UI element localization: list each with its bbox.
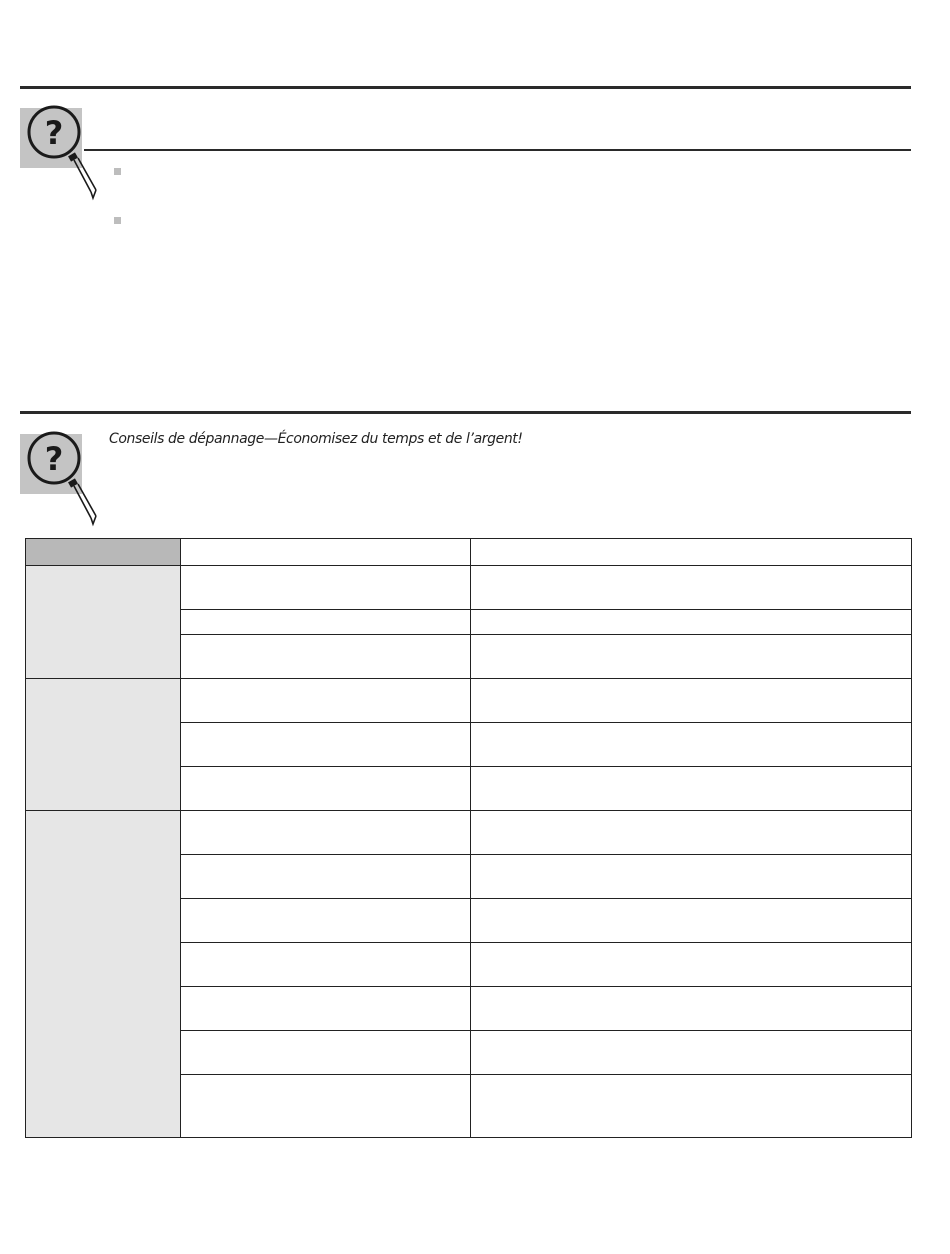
header-cause-cell — [181, 539, 471, 566]
solution-cell — [471, 855, 912, 899]
solution-cell — [471, 1031, 912, 1075]
solution-cell — [471, 679, 912, 723]
magnifier-question-icon — [20, 430, 104, 530]
solution-cell — [471, 566, 912, 610]
magnifier-question-icon — [20, 104, 104, 204]
table-row — [26, 811, 912, 855]
list-bullet — [114, 168, 121, 175]
svg-text:?: ? — [44, 114, 64, 152]
solution-cell — [471, 723, 912, 767]
solution-cell — [471, 767, 912, 811]
cause-cell — [181, 943, 471, 987]
heading-underline — [84, 149, 911, 151]
problem-cell — [26, 679, 181, 811]
cause-cell — [181, 679, 471, 723]
list-bullet — [114, 217, 121, 224]
table-row — [26, 679, 912, 723]
cause-cell — [181, 1075, 471, 1138]
header-solution-cell — [471, 539, 912, 566]
magnifier-glass-graphic — [20, 104, 104, 204]
solution-cell — [471, 943, 912, 987]
solution-cell — [471, 610, 912, 635]
cause-cell — [181, 767, 471, 811]
solution-cell — [471, 1075, 912, 1138]
section-divider-troubleshooting — [20, 411, 911, 414]
cause-cell — [181, 635, 471, 679]
table-row — [26, 566, 912, 610]
troubleshooting-table — [25, 538, 912, 1138]
solution-cell — [471, 899, 912, 943]
header-problem-cell — [26, 539, 181, 566]
magnifier-glass-graphic — [20, 430, 104, 530]
cause-cell — [181, 899, 471, 943]
cause-cell — [181, 811, 471, 855]
problem-cell — [26, 811, 181, 1138]
cause-cell — [181, 610, 471, 635]
table-header-row — [26, 539, 912, 566]
svg-text:?: ? — [44, 440, 64, 478]
solution-cell — [471, 635, 912, 679]
cause-cell — [181, 723, 471, 767]
problem-cell — [26, 566, 181, 679]
section-divider-top — [20, 86, 911, 89]
cause-cell — [181, 987, 471, 1031]
cause-cell — [181, 566, 471, 610]
cause-cell — [181, 855, 471, 899]
cause-cell — [181, 1031, 471, 1075]
troubleshooting-intro: Conseils de dépannage—Économisez du temps et de l’argent! — [109, 431, 523, 447]
solution-cell — [471, 811, 912, 855]
solution-cell — [471, 987, 912, 1031]
